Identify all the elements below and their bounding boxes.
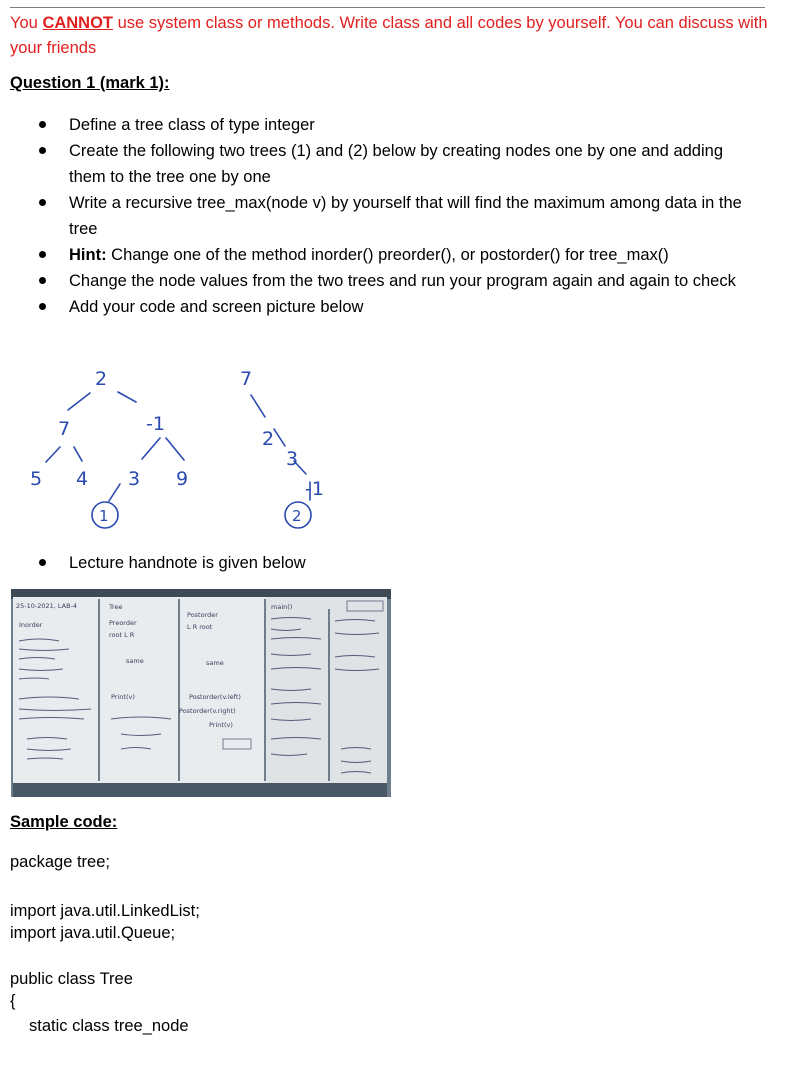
tree1-leaf: 5: [30, 468, 43, 490]
tree1-leaf: 9: [176, 468, 189, 490]
tree1-edge: [109, 484, 120, 501]
wb-inorder: Inorder: [19, 621, 43, 629]
code-line: {: [10, 992, 16, 1010]
tree1-edge: [74, 447, 82, 461]
tree1-edge: [68, 393, 90, 410]
code-line: public class Tree: [10, 970, 133, 988]
tree2-edge: [251, 395, 265, 417]
wb-main: main(): [271, 603, 293, 611]
tree-diagrams: [0, 360, 789, 530]
bullet-item: Define a tree class of type integer: [0, 112, 759, 138]
code-line: package tree;: [10, 853, 110, 871]
tree1-node: 7: [58, 418, 71, 440]
code-line: static class tree_node: [29, 1017, 189, 1035]
bullet-item: Write a recursive tree_max(node v) by yourself that will find the maximum among data in the tree: [0, 190, 759, 242]
bullet-dot: [39, 199, 46, 206]
bullet-item: Add your code and screen picture below: [0, 294, 759, 320]
wb-lrr: L R root: [187, 623, 213, 631]
wb-post-left: Postorder(v.left): [189, 693, 241, 701]
tree1-edge: [166, 438, 184, 460]
bullet-dot: [39, 121, 46, 128]
bullet-dot: [39, 559, 46, 566]
tree2-edge: [274, 429, 285, 446]
tree1-root: 2: [95, 368, 108, 390]
tree1-label: 1: [99, 507, 109, 525]
tree1-leaf: 3: [128, 468, 141, 490]
bullet-dot: [39, 147, 46, 154]
tree1-edge: [118, 392, 136, 402]
hint-label: Hint:: [69, 246, 107, 264]
tree1-node: -1: [146, 413, 165, 435]
wb-same: same: [206, 659, 224, 667]
warning-text: You CANNOT use system class or methods. Write class and all codes by yourself. You can discuss with your friends: [10, 14, 768, 57]
wb-date: 25-10-2021, LAB-4: [16, 602, 78, 610]
top-rule: [10, 7, 765, 8]
tree2-node: -1: [305, 478, 324, 500]
tree2-node: 2: [262, 428, 275, 450]
sample-code-title: Sample code:: [10, 813, 118, 831]
lecture-bullet-list: [0, 550, 789, 576]
bullet-item: Change the node values from the two trees and run your program again and again to check: [0, 268, 759, 294]
bullet-dot: [39, 303, 46, 310]
tree1-leaf: 4: [76, 468, 89, 490]
cannot-emphasis: CANNOT: [42, 14, 114, 32]
code-line: import java.util.LinkedList;: [10, 902, 200, 920]
bullet-dot: [39, 251, 46, 258]
bullet-item: Lecture handnote is given below: [0, 550, 759, 576]
question-title: Question 1 (mark 1):: [10, 74, 170, 92]
tree2-node: 7: [240, 368, 253, 390]
wb-rlr: root L R: [109, 631, 135, 639]
whiteboard-photo: [11, 589, 391, 797]
tree2-label: 2: [292, 507, 302, 525]
bullet-dot: [39, 277, 46, 284]
wb-same: same: [126, 657, 144, 665]
tree1-edge: [46, 447, 60, 462]
requirements-list: [0, 112, 789, 320]
wb-print: Print(v): [209, 721, 233, 729]
wb-print: Print(v): [111, 693, 135, 701]
bullet-item: Create the following two trees (1) and (2) below by creating nodes one by one and adding them to the tree one by one: [0, 138, 759, 190]
wb-postorder: Postorder: [187, 611, 218, 619]
tree2-node: 3: [286, 448, 299, 470]
bullet-item: Hint: Change one of the method inorder() preorder(), or postorder() for tree_max(): [0, 242, 759, 268]
wb-tree-label: Tree: [109, 603, 123, 611]
tree1-edge: [142, 438, 160, 459]
whiteboard-image: [11, 589, 391, 797]
wb-preorder: Preorder: [109, 619, 137, 627]
wb-post-right: Postorder(v.right): [179, 707, 236, 715]
code-line: import java.util.Queue;: [10, 924, 176, 942]
